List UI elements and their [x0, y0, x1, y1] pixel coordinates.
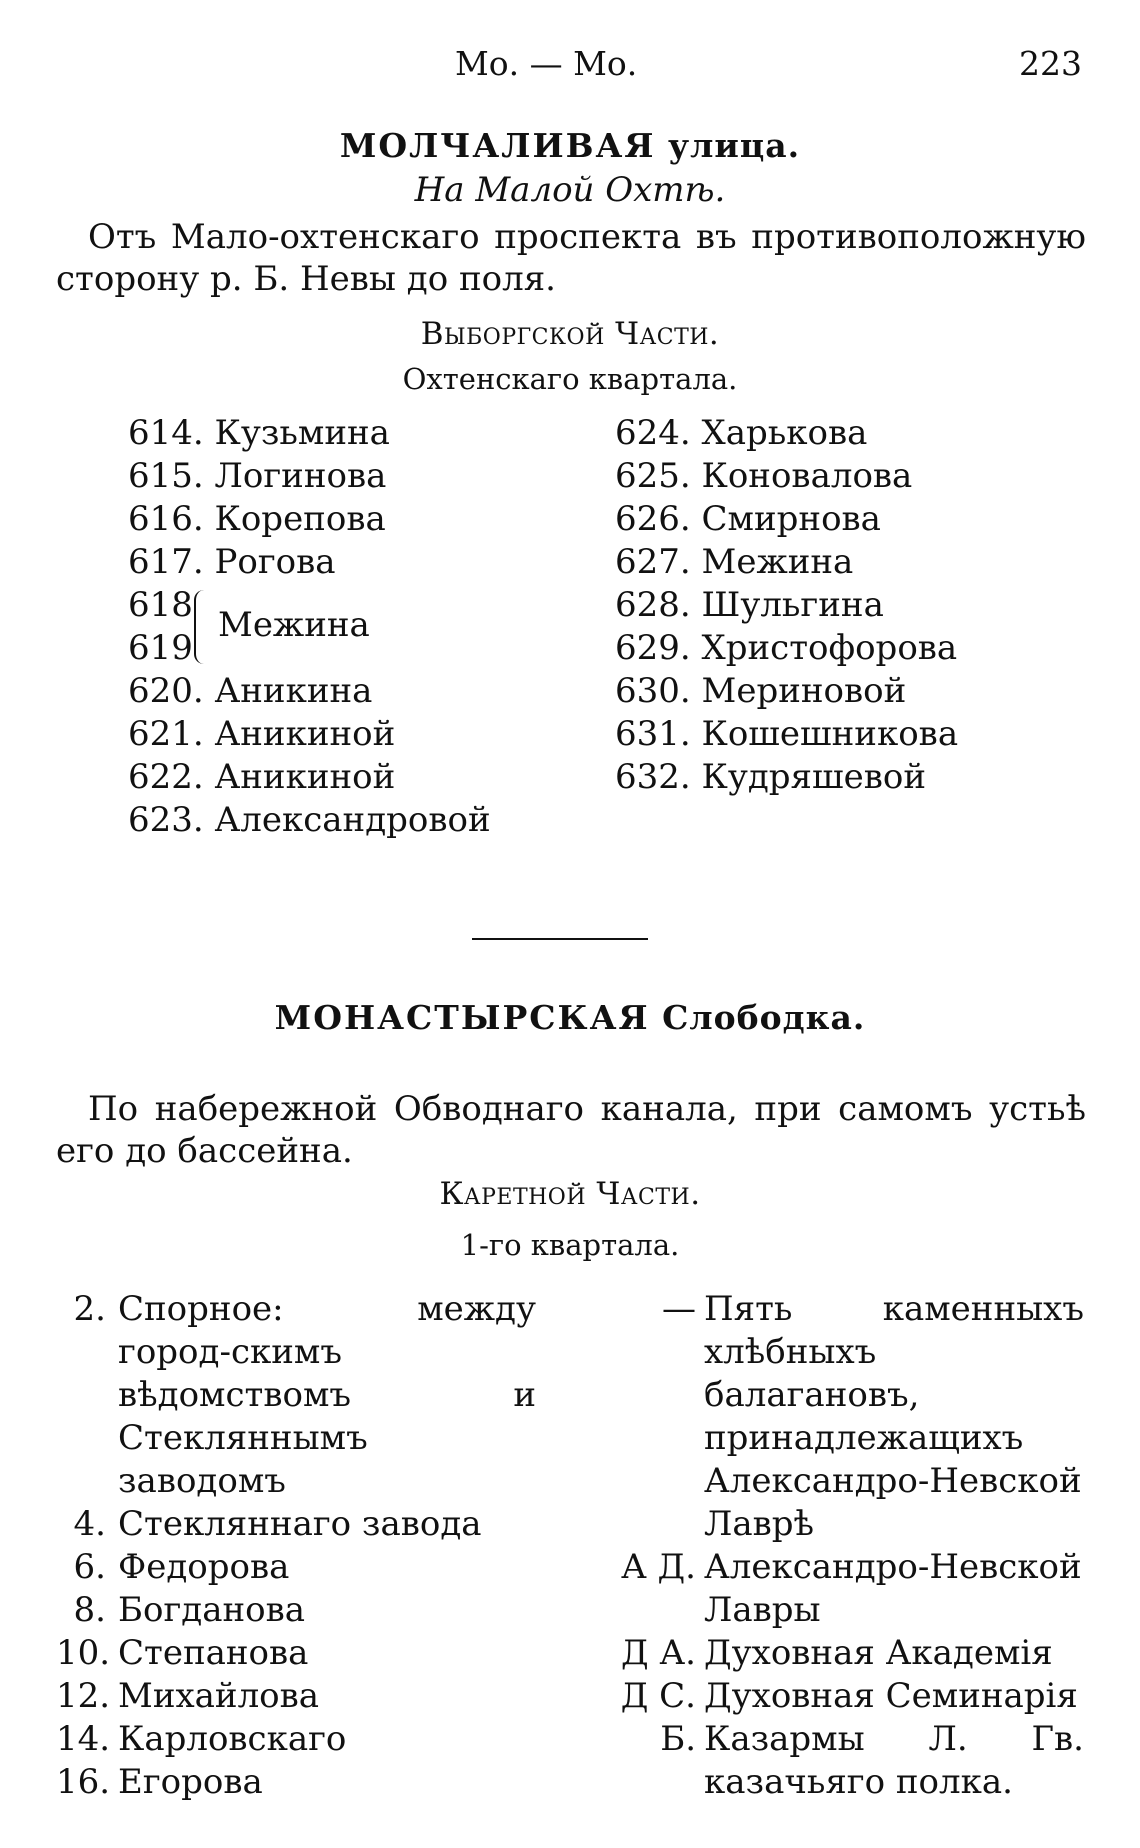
- list-item: 6. Федорова: [73, 1547, 290, 1587]
- section-divider: [472, 938, 648, 940]
- list-item: Д С. Духовная Семинарія: [620, 1676, 1078, 1716]
- list-item: 625. Коновалова: [615, 456, 913, 496]
- street2-description: [56, 1088, 1086, 1172]
- list-item: 621. Аникиной: [128, 714, 396, 754]
- list-item: 616. Корепова: [128, 499, 386, 539]
- street1-quarter: Охтенскаго квартала.: [402, 362, 738, 396]
- page-header: [0, 44, 1140, 94]
- street2-left-list: [56, 1288, 536, 1804]
- street2-description-text: По набережной Обводнаго канала, при самомъ устьѣ его до бассейна.: [56, 1089, 1086, 1171]
- street1-left-list: [128, 412, 491, 842]
- list-item: 617. Рогова: [128, 542, 336, 582]
- brace-name: Межина: [218, 605, 370, 645]
- list-item: 2. Спорное: между город-скимъ вѣдомствомъ и Стекляннымъ заводомъ: [73, 1289, 536, 1501]
- list-item: 628. Шульгина: [615, 585, 884, 625]
- street2-right-list: [596, 1288, 1096, 1804]
- list-item: 12. Михайлова: [56, 1676, 320, 1716]
- list-item: 4. Стекляннаго завода: [73, 1504, 482, 1544]
- list-item: 624. Харькова: [615, 413, 868, 453]
- street1-title: [0, 126, 1140, 165]
- street1-part: Выборгской Части.: [420, 316, 720, 352]
- street2-title-caps: МОНАСТЫРСКАЯ: [274, 998, 650, 1037]
- list-item: 614. Кузьмина: [128, 413, 390, 453]
- list-item: 626. Смирнова: [615, 499, 881, 539]
- list-item: 627. Межина: [615, 542, 854, 582]
- list-item: 631. Кошешникова: [615, 714, 959, 754]
- list-item: 623. Александровой: [128, 800, 491, 840]
- street1-description: [56, 216, 1086, 300]
- curly-brace-icon: [194, 590, 210, 664]
- list-item: 16. Егорова: [56, 1762, 263, 1802]
- list-item: 630. Мериновой: [615, 671, 907, 711]
- street2-part: Каретной Части.: [439, 1176, 701, 1212]
- list-item: 622. Аникиной: [128, 757, 396, 797]
- list-item: 620. Аникина: [128, 671, 373, 711]
- street1-title-rest: улица.: [668, 126, 801, 165]
- street1-description-text: Отъ Мало-охтенскаго проспекта въ противоположную сторону р. Б. Невы до поля.: [56, 217, 1086, 299]
- street2-title: [0, 998, 1140, 1037]
- street2-title-rest: Слободка.: [662, 998, 866, 1037]
- list-item: 615. Логинова: [128, 456, 387, 496]
- list-item: Б. Казармы Л. Гв. казачьяго полка.: [660, 1719, 1084, 1802]
- brace-numbers: 618 619: [128, 585, 193, 668]
- running-title: Мо. — Мо.: [455, 44, 638, 83]
- list-item: А Д. Александро-Невской Лавры: [620, 1547, 1082, 1630]
- list-item: — Пять каменныхъ хлѣбныхъ балагановъ, принадлежащихъ Александро-Невской Лаврѣ: [662, 1289, 1084, 1544]
- street2-quarter: 1-го квартала.: [460, 1228, 680, 1262]
- street1-right-list: [615, 412, 958, 799]
- page-number: 223: [1019, 44, 1082, 83]
- street1-location: На Малой Охтѣ.: [414, 170, 726, 210]
- list-item: 8. Богданова: [73, 1590, 306, 1630]
- list-item: 632. Кудряшевой: [615, 757, 926, 797]
- street1-title-caps: МОЛЧАЛИВАЯ: [339, 126, 656, 165]
- brace-group: [128, 584, 491, 670]
- list-item: Д А. Духовная Академія: [620, 1633, 1053, 1673]
- list-item: 629. Христофорова: [615, 628, 958, 668]
- list-item: 14. Карловскаго: [56, 1719, 347, 1759]
- list-item: 10. Степанова: [56, 1633, 309, 1673]
